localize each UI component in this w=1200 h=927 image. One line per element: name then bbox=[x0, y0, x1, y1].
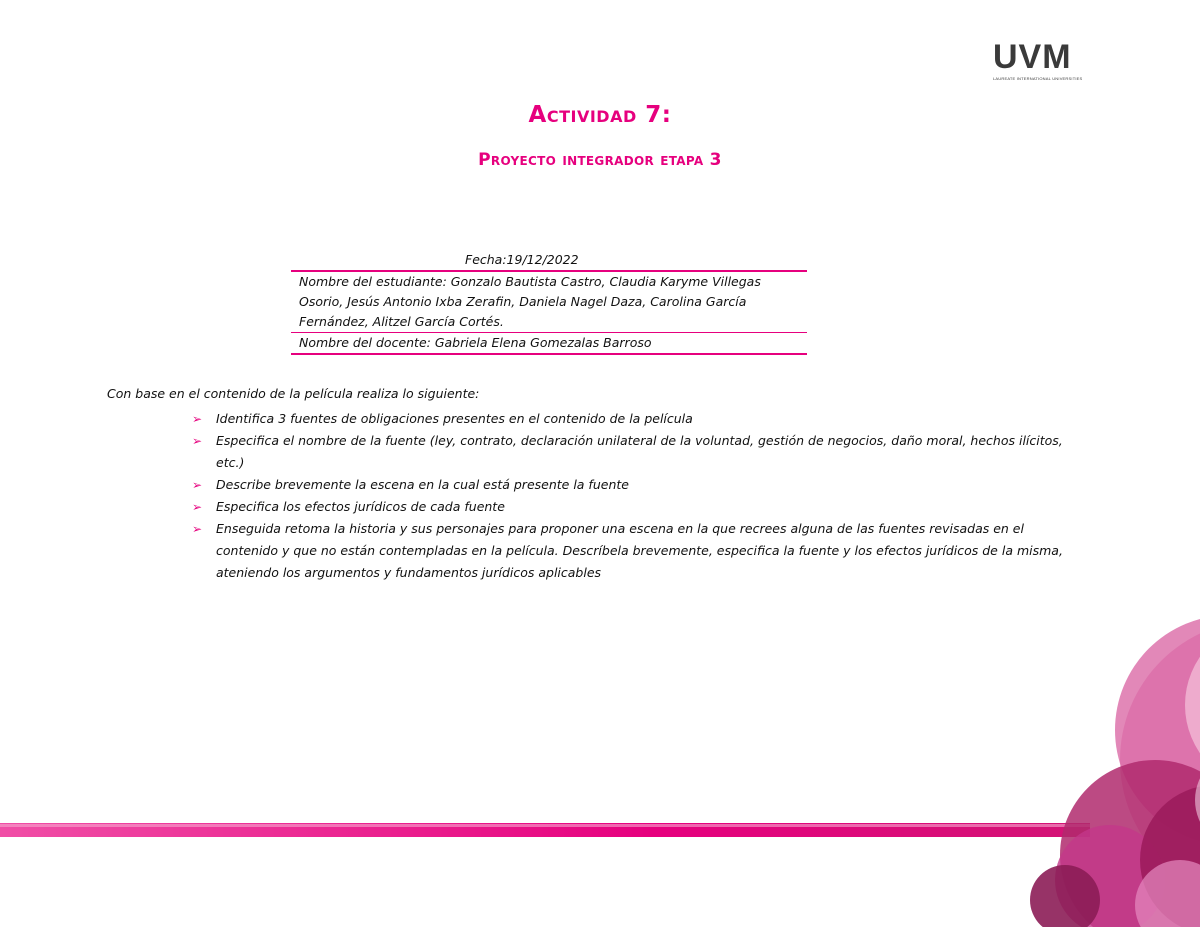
arrow-bullet-icon: ➢ bbox=[192, 500, 203, 514]
deco-circle bbox=[1120, 620, 1200, 900]
list-item-text: Especifica los efectos jurídicos de cada fuente bbox=[216, 499, 505, 514]
deco-circle bbox=[1195, 750, 1200, 850]
instructions-intro: Con base en el contenido de la película realiza lo siguiente: bbox=[107, 386, 480, 401]
list-item-text: Identifica 3 fuentes de obligaciones presentes en el contenido de la película bbox=[216, 411, 693, 426]
list-item bbox=[192, 496, 1082, 518]
teacher-name: Nombre del docente: Gabriela Elena Gomezalas Barroso bbox=[291, 333, 807, 355]
deco-circle bbox=[1055, 825, 1165, 927]
logo-subtitle: LAUREATE INTERNATIONAL UNIVERSITIES bbox=[993, 76, 1083, 81]
page-title: Actividad 7: bbox=[528, 102, 672, 128]
list-item bbox=[192, 518, 1082, 584]
deco-circle bbox=[1030, 865, 1100, 927]
date-line: Fecha:19/12/2022 bbox=[291, 250, 807, 272]
deco-circle bbox=[1060, 760, 1200, 927]
deco-circle bbox=[1115, 615, 1200, 845]
arrow-bullet-icon: ➢ bbox=[192, 522, 203, 536]
arrow-bullet-icon: ➢ bbox=[192, 434, 203, 448]
list-item-text: Describe brevemente la escena en la cual está presente la fuente bbox=[216, 477, 629, 492]
list-item-text: Especifica el nombre de la fuente (ley, contrato, declaración unilateral de la voluntad, gestión de negocios, daño moral, hechos ilícitos, etc.) bbox=[216, 433, 1063, 470]
page-subtitle: Proyecto integrador etapa 3 bbox=[478, 150, 722, 170]
deco-circle bbox=[1135, 860, 1200, 927]
logo-name: UVM bbox=[993, 38, 1072, 76]
arrow-bullet-icon: ➢ bbox=[192, 478, 203, 492]
pink-band bbox=[0, 823, 1090, 837]
list-item bbox=[192, 430, 1082, 474]
list-item bbox=[192, 408, 1082, 430]
instructions-list bbox=[192, 408, 1082, 584]
deco-circle bbox=[1140, 785, 1200, 927]
arrow-bullet-icon: ➢ bbox=[192, 412, 203, 426]
list-item-text: Enseguida retoma la historia y sus personajes para proponer una escena en la que recrees alguna de las fuentes revisadas en el contenido y que no están contempladas en la película. Descríbela brevemente, especifica la fuente y los efectos jurídicos de la misma, ateniendo los argumentos y fundamentos jurídicos aplicables bbox=[216, 521, 1063, 580]
uvm-logo bbox=[993, 40, 1087, 81]
student-names: Nombre del estudiante: Gonzalo Bautista Castro, Claudia Karyme Villegas Osorio, Jesús Antonio Ixba Zerafin, Daniela Nagel Daza, Carolina García Fernández, Alitzel García Cortés. bbox=[291, 272, 807, 333]
list-item bbox=[192, 474, 1082, 496]
info-block bbox=[291, 250, 807, 355]
deco-circle bbox=[1185, 620, 1200, 790]
